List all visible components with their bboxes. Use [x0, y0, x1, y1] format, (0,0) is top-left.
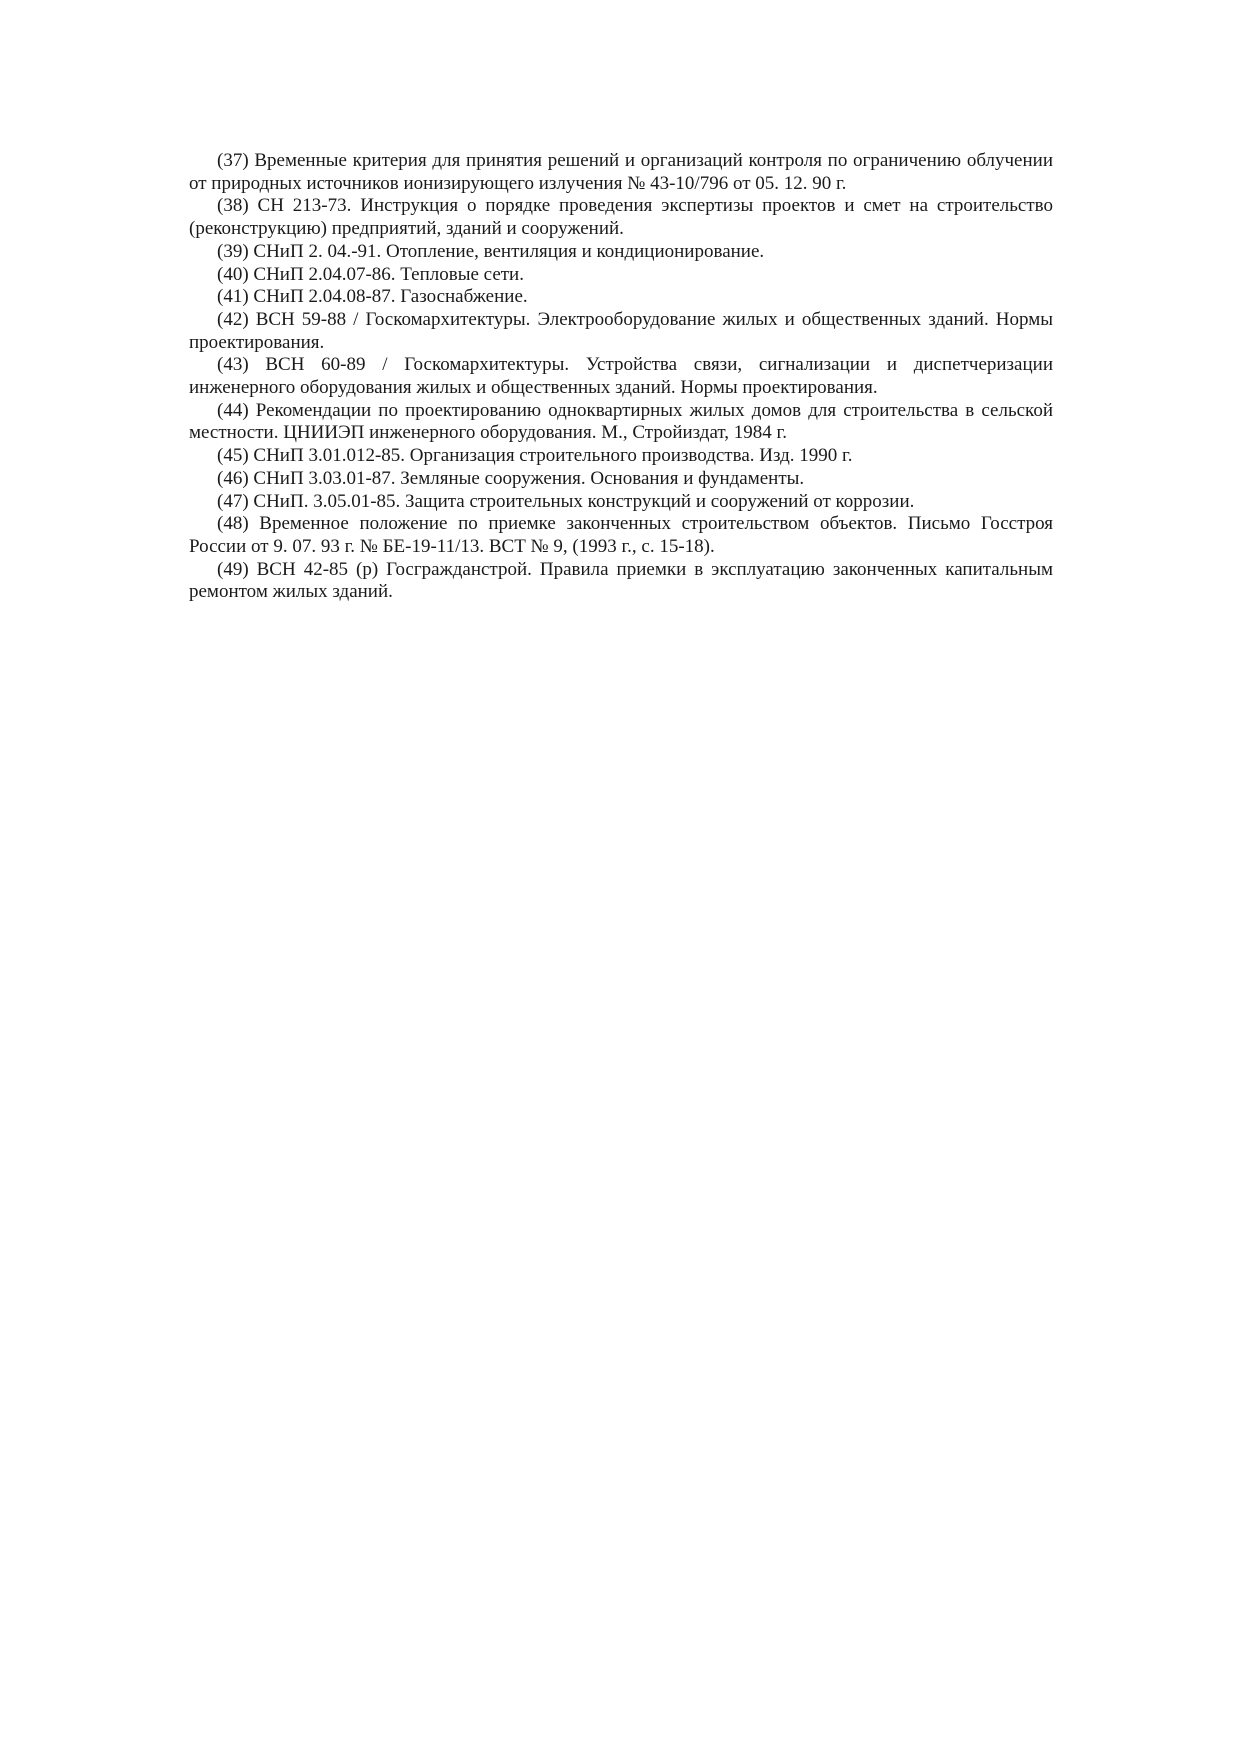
- reference-item-41: (41) СНиП 2.04.08-87. Газоснабжение.: [217, 286, 528, 308]
- document-page: [189, 150, 1053, 604]
- reference-item-39: (39) СНиП 2. 04.-91. Отопление, вентиляция и кондиционирование.: [217, 240, 765, 262]
- reference-item-43: (43) ВСН 60-89 / Госкомархитектуры. Устройства связи, сигнализации и диспетчеризации инженерного оборудования жилых и общественных зданий. Нормы проектирования.: [189, 354, 1053, 399]
- reference-item-42: (42) ВСН 59-88 / Госкомархитектуры. Электрооборудование жилых и общественных зданий. Нормы проектирования.: [189, 308, 1053, 353]
- reference-item-38: (38) СН 213-73. Инструкция о порядке проведения экспертизы проектов и смет на строительство (реконструкцию) предприятий, зданий и сооружений.: [189, 195, 1053, 240]
- reference-item-45: (45) СНиП 3.01.012-85. Организация строительного производства. Изд. 1990 г.: [217, 445, 853, 467]
- reference-item-49: (49) ВСН 42-85 (р) Госгражданстрой. Правила приемки в эксплуатацию законченных капитальным ремонтом жилых зданий.: [189, 558, 1053, 603]
- reference-item-40: (40) СНиП 2.04.07-86. Тепловые сети.: [217, 263, 524, 285]
- reference-item-44: (44) Рекомендации по проектированию одноквартирных жилых домов для строительства в сельской местности. ЦНИИЭП инженерного оборудования. М., Стройиздат, 1984 г.: [189, 399, 1053, 444]
- reference-item-37: (37) Временные критерия для принятия решений и организаций контроля по ограничению облучении от природных источников ионизирующего излучения № 43-10/796 от 05. 12. 90 г.: [189, 150, 1053, 194]
- reference-item-48: (48) Временное положение по приемке законченных строительством объектов. Письмо Госстроя России от 9. 07. 93 г. № БЕ-19-11/13. ВСТ № 9, (1993 г., с. 15-18).: [189, 513, 1053, 557]
- reference-item-46: (46) СНиП 3.03.01-87. Земляные сооружения. Основания и фундаменты.: [217, 467, 805, 489]
- reference-item-47: (47) СНиП. 3.05.01-85. Защита строительных конструкций и сооружений от коррозии.: [217, 490, 915, 512]
